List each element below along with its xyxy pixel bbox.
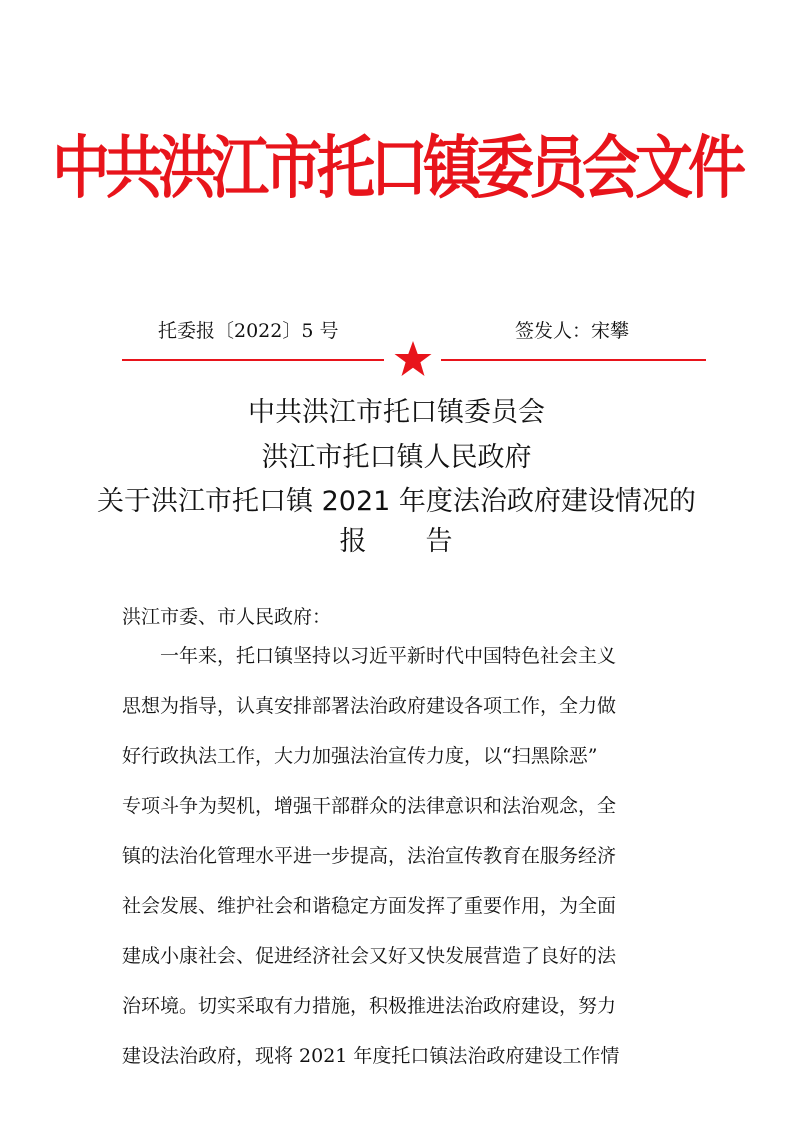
body-line: 好行政执法工作，大力加强法治宣传力度，以“扫黑除恶” bbox=[122, 745, 598, 767]
report-title-line-3: 关于洪江市托口镇 2021 年度法治政府建设情况的 bbox=[97, 486, 696, 517]
document-masthead bbox=[0, 128, 793, 208]
body-line: 一年来，托口镇坚持以习近平新时代中国特色社会主义 bbox=[122, 645, 617, 667]
body-line: 思想为指导，认真安排部署法治政府建设各项工作，全力做 bbox=[122, 695, 617, 717]
body-line: 治环境。切实采取有力措施，积极推进法治政府建设，努力 bbox=[122, 995, 617, 1017]
body-line: 建设法治政府，现将 2021 年度托口镇法治政府建设工作情 bbox=[122, 1045, 620, 1067]
body-line: 社会发展、维护社会和谐稳定方面发挥了重要作用，为全面 bbox=[122, 895, 617, 917]
masthead-title: 中共洪江市托口镇委员会文件 bbox=[51, 127, 741, 209]
title-word-report-2: 告 bbox=[425, 526, 454, 557]
report-title-line-4 bbox=[0, 524, 793, 560]
document-number: 托委报〔2022〕5 号 bbox=[158, 320, 339, 342]
body-line: 镇的法治化管理水平进一步提高，法治宣传教育在服务经济 bbox=[122, 845, 617, 867]
red-rule-right bbox=[441, 359, 706, 361]
signer-label: 签发人：宋攀 bbox=[515, 320, 630, 342]
body-line: 专项斗争为契机，增强干部群众的法律意识和法治观念，全 bbox=[122, 795, 617, 817]
report-title-line-2: 洪江市托口镇人民政府 bbox=[261, 442, 532, 473]
body-line: 建成小康社会、促进经济社会又好又快发展营造了良好的法 bbox=[122, 945, 617, 967]
salutation: 洪江市委、市人民政府： bbox=[122, 606, 332, 628]
title-word-report-1: 报 bbox=[339, 526, 368, 557]
red-rule-left bbox=[122, 359, 384, 361]
star-shape bbox=[395, 341, 432, 376]
report-title-line-1: 中共洪江市托口镇委员会 bbox=[248, 397, 545, 428]
red-star-icon bbox=[393, 340, 433, 378]
